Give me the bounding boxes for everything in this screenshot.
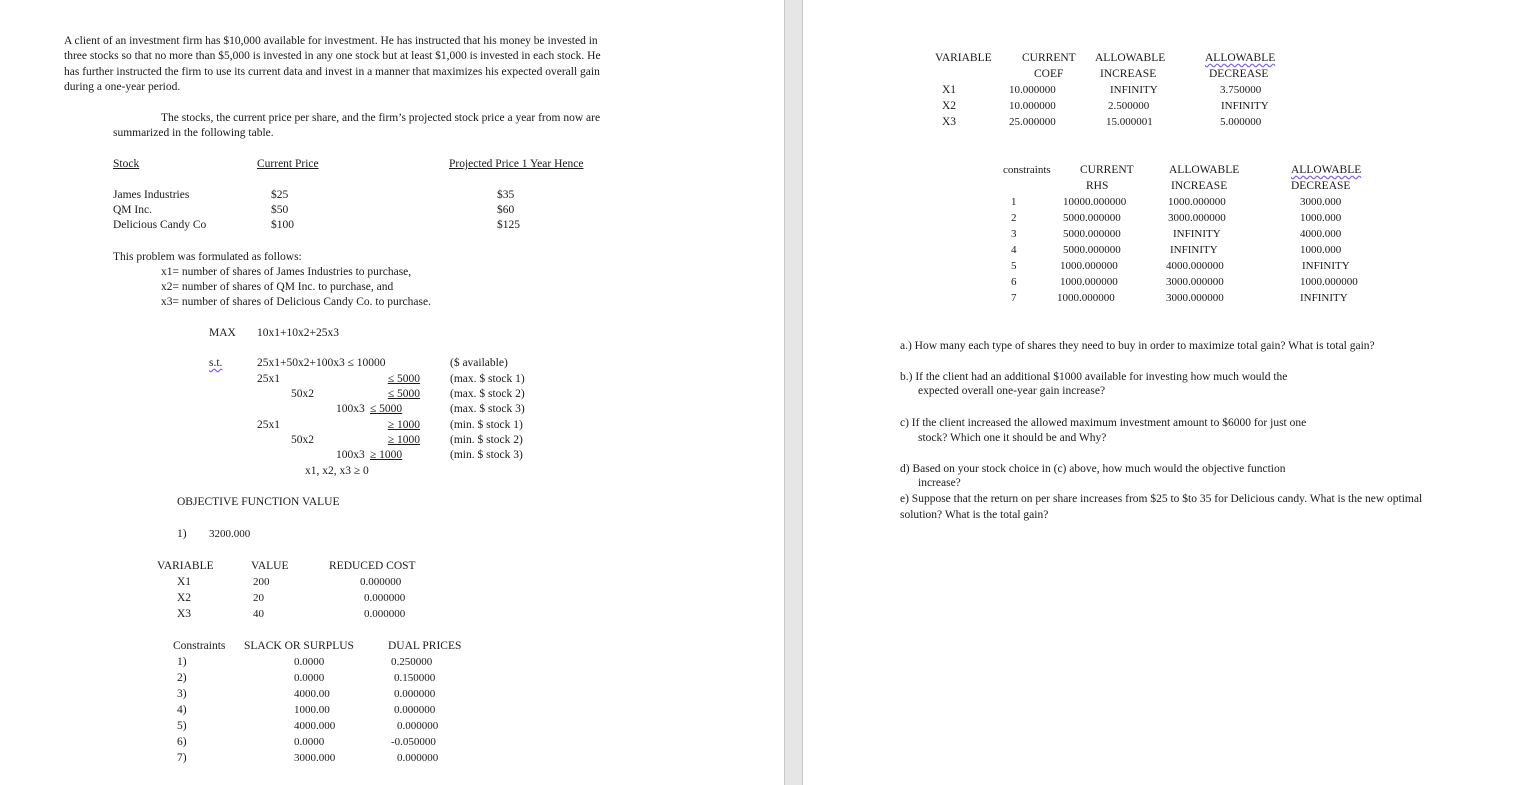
sens-rhs-increase: INFINITY <box>1173 228 1221 240</box>
slack-value: 4000.000 <box>294 720 336 732</box>
stock-current-price: $50 <box>271 204 289 216</box>
sens-rhs-index: 2 <box>1011 212 1017 224</box>
constraint-index: 3) <box>177 688 187 700</box>
question-c: c) If the client increased the allowed maximum investment amount to $6000 for just one <box>900 417 1307 429</box>
variable-header: VARIABLE <box>157 560 214 572</box>
formulation-variable: x1= number of shares of James Industries to purchase, <box>161 266 412 278</box>
formulation-intro: This problem was formulated as follows: <box>113 251 302 263</box>
slack-value: 0.0000 <box>294 736 325 748</box>
slack-header: SLACK OR SURPLUS <box>244 640 354 652</box>
stock-projected-price: $60 <box>497 204 515 216</box>
sens-rhs-increase: INFINITY <box>1170 244 1218 256</box>
stock-projected-price: $35 <box>497 189 515 201</box>
sens-rhs-current: 5000.000000 <box>1063 244 1121 256</box>
intro-line: three stocks so that no more than $5,000 is invested in any one stock but at least $1,000 is invested in each stock. He <box>64 50 601 62</box>
sens-rhs-decrease: INFINITY <box>1302 260 1350 272</box>
document-page-right <box>803 0 1537 785</box>
slack-value: 1000.00 <box>294 704 330 716</box>
dual-price: 0.000000 <box>394 688 436 700</box>
intro-line: has further instructed the firm to use its current data and invest in a manner that maximizes his expected overall gain <box>64 66 600 78</box>
value-header: VALUE <box>251 560 289 572</box>
sens-rhs-increase: 1000.000000 <box>1168 196 1226 208</box>
sens-rhs-decrease: 1000.000 <box>1300 244 1342 256</box>
sens-rhs-current: 1000.000000 <box>1060 276 1118 288</box>
constraint-rhs: ≤ 5000 <box>370 403 403 415</box>
sens-rhs-index: 3 <box>1011 228 1017 240</box>
question-d-continued: increase? <box>918 477 961 489</box>
sens-obj-decrease: 5.000000 <box>1220 116 1262 128</box>
stock-name: James Industries <box>113 189 190 201</box>
constraint-note: ($ available) <box>450 357 508 369</box>
sens-rhs-decrease: 4000.000 <box>1300 228 1342 240</box>
variable-value: 20 <box>253 592 264 604</box>
constraint-note: (max. $ stock 1) <box>450 373 525 385</box>
constraint-lhs: 25x1 <box>257 419 280 431</box>
constraint-lhs: 25x1 <box>257 373 280 385</box>
constraint-index: 1) <box>177 656 187 668</box>
objective-value: 3200.000 <box>209 528 251 540</box>
sens-rhs-subheader: INCREASE <box>1171 180 1228 192</box>
reduced-cost: 0.000000 <box>360 576 402 588</box>
constraint-rhs: ≤ 5000 <box>387 373 420 385</box>
sens-rhs-header-allowable-increase: ALLOWABLE <box>1169 164 1240 176</box>
constraint-expression: 25x1+50x2+100x3 ≤ 10000 <box>257 357 386 369</box>
intro-line: summarized in the following table. <box>113 127 274 139</box>
stock-projected-price: $125 <box>497 219 520 231</box>
sens-rhs-current: 1000.000000 <box>1060 260 1118 272</box>
reduced-cost-header: REDUCED COST <box>329 560 416 572</box>
question-d: d) Based on your stock choice in (c) above, how much would the objective function <box>900 463 1286 475</box>
question-c-continued: stock? Which one it should be and Why? <box>918 432 1107 444</box>
sens-rhs-index: 4 <box>1011 244 1017 256</box>
subject-to-label: s.t. <box>209 357 223 369</box>
sens-obj-decrease: INFINITY <box>1221 100 1269 112</box>
constraint-index: 5) <box>177 720 187 732</box>
constraint-note: (min. $ stock 2) <box>450 434 523 446</box>
constraint-index: 6) <box>177 736 187 748</box>
stock-current-price: $25 <box>271 189 289 201</box>
sens-obj-increase: 15.000001 <box>1106 116 1153 128</box>
stock-name: Delicious Candy Co <box>113 219 207 231</box>
sens-obj-increase: INFINITY <box>1110 84 1158 96</box>
sens-obj-variable: X1 <box>942 84 957 96</box>
sens-obj-coef: 10.000000 <box>1009 100 1056 112</box>
constraint-index: 2) <box>177 672 187 684</box>
constraint-lhs: 50x2 <box>291 434 314 446</box>
sens-rhs-header-allowable-decrease: ALLOWABLE <box>1291 164 1362 176</box>
dual-price: 0.150000 <box>394 672 436 684</box>
variable-name: X2 <box>177 592 192 604</box>
sens-rhs-index: 7 <box>1011 292 1017 304</box>
intro-line: during a one-year period. <box>64 81 181 93</box>
slack-value: 4000.00 <box>294 688 330 700</box>
sens-rhs-index: 1 <box>1011 196 1017 208</box>
slack-value: 0.0000 <box>294 656 325 668</box>
sens-rhs-current: 10000.000000 <box>1063 196 1127 208</box>
sens-rhs-increase: 4000.000000 <box>1166 260 1224 272</box>
sens-obj-variable: X2 <box>942 100 957 112</box>
sens-obj-subheader: DECREASE <box>1209 68 1269 80</box>
intro-line: A client of an investment firm has $10,000 available for investment. He has instructed that his money be invested in <box>64 35 598 47</box>
sens-rhs-increase: 3000.000000 <box>1168 212 1226 224</box>
sens-rhs-current: 5000.000000 <box>1063 212 1121 224</box>
variable-value: 200 <box>253 576 270 588</box>
non-negativity: x1, x2, x3 ≥ 0 <box>305 465 369 477</box>
constraint-rhs: ≤ 5000 <box>387 388 420 400</box>
stock-current-price: $100 <box>271 219 294 231</box>
dual-prices-header: DUAL PRICES <box>388 640 462 652</box>
constraint-note: (min. $ stock 1) <box>450 419 523 431</box>
sens-rhs-decrease: 3000.000 <box>1300 196 1342 208</box>
sens-obj-decrease: 3.750000 <box>1220 84 1262 96</box>
objective-expression: 10x1+10x2+25x3 <box>257 327 339 339</box>
variable-name: X1 <box>177 576 192 588</box>
sens-obj-header-allowable-increase: ALLOWABLE <box>1095 52 1166 64</box>
sens-obj-increase: 2.500000 <box>1108 100 1150 112</box>
constraint-index: 4) <box>177 704 187 716</box>
slack-value: 0.0000 <box>294 672 325 684</box>
max-label: MAX <box>209 327 236 339</box>
variable-name: X3 <box>177 608 192 620</box>
dual-price: -0.050000 <box>391 736 436 748</box>
sens-rhs-decrease: 1000.000000 <box>1300 276 1358 288</box>
constraint-rhs: ≥ 1000 <box>387 434 420 446</box>
sens-rhs-header-current: CURRENT <box>1080 164 1134 176</box>
stock-table-header-projected-price: Projected Price 1 Year Hence <box>449 158 584 170</box>
sens-obj-subheader: COEF <box>1034 68 1064 80</box>
question-e: e) Suppose that the return on per share increases from $25 to $to 35 for Delicious candy. What is the new optimal <box>900 493 1423 505</box>
sens-rhs-index: 5 <box>1011 260 1017 272</box>
dual-price: 0.000000 <box>394 704 436 716</box>
sens-rhs-index: 6 <box>1011 276 1017 288</box>
sens-rhs-subheader: DECREASE <box>1291 180 1351 192</box>
constraint-note: (max. $ stock 2) <box>450 388 525 400</box>
reduced-cost: 0.000000 <box>364 592 406 604</box>
constraint-rhs: ≥ 1000 <box>370 449 403 461</box>
question-b-continued: expected overall one-year gain increase? <box>918 385 1106 397</box>
stock-table-header-current-price: Current Price <box>257 158 319 170</box>
constraints-header: Constraints <box>173 640 226 652</box>
sens-obj-header-variable: VARIABLE <box>935 52 992 64</box>
objective-index: 1) <box>177 528 187 540</box>
slack-value: 3000.000 <box>294 752 336 764</box>
sens-rhs-header-constraints: constraints <box>1003 164 1051 176</box>
sens-rhs-current: 1000.000000 <box>1057 292 1115 304</box>
sens-rhs-increase: 3000.000000 <box>1166 276 1224 288</box>
formulation-variable: x2= number of shares of QM Inc. to purchase, and <box>161 281 394 293</box>
sens-obj-coef: 10.000000 <box>1009 84 1056 96</box>
stock-name: QM Inc. <box>113 204 152 216</box>
sens-obj-subheader: INCREASE <box>1100 68 1157 80</box>
constraint-lhs: 100x3 <box>336 403 365 415</box>
question-b: b.) If the client had an additional $1000 available for investing how much would the <box>900 371 1288 383</box>
constraint-index: 7) <box>177 752 187 764</box>
sens-obj-header-allowable-decrease: ALLOWABLE <box>1205 52 1276 64</box>
stock-table-header-stock: Stock <box>113 158 140 170</box>
sens-rhs-subheader: RHS <box>1086 180 1109 192</box>
constraint-note: (min. $ stock 3) <box>450 449 523 461</box>
objective-function-value-label: OBJECTIVE FUNCTION VALUE <box>177 496 340 508</box>
question-e-continued: solution? What is the total gain? <box>900 509 1049 521</box>
sens-obj-variable: X3 <box>942 116 957 128</box>
constraint-lhs: 100x3 <box>336 449 365 461</box>
sens-rhs-decrease: INFINITY <box>1300 292 1348 304</box>
constraint-note: (max. $ stock 3) <box>450 403 525 415</box>
dual-price: 0.250000 <box>391 656 433 668</box>
formulation-variable: x3= number of shares of Delicious Candy Co. to purchase. <box>161 296 431 308</box>
dual-price: 0.000000 <box>397 720 439 732</box>
sens-obj-header-current: CURRENT <box>1022 52 1076 64</box>
sens-rhs-current: 5000.000000 <box>1063 228 1121 240</box>
variable-value: 40 <box>253 608 264 620</box>
constraint-rhs: ≥ 1000 <box>387 419 420 431</box>
sens-obj-coef: 25.000000 <box>1009 116 1056 128</box>
intro-line: The stocks, the current price per share, and the firm’s projected stock price a year from now are <box>161 112 601 124</box>
sens-rhs-increase: 3000.000000 <box>1166 292 1224 304</box>
constraint-lhs: 50x2 <box>291 388 314 400</box>
reduced-cost: 0.000000 <box>364 608 406 620</box>
sens-rhs-decrease: 1000.000 <box>1300 212 1342 224</box>
question-a: a.) How many each type of shares they need to buy in order to maximize total gain? What is total gain? <box>900 340 1375 352</box>
page-gutter <box>784 0 803 785</box>
dual-price: 0.000000 <box>397 752 439 764</box>
